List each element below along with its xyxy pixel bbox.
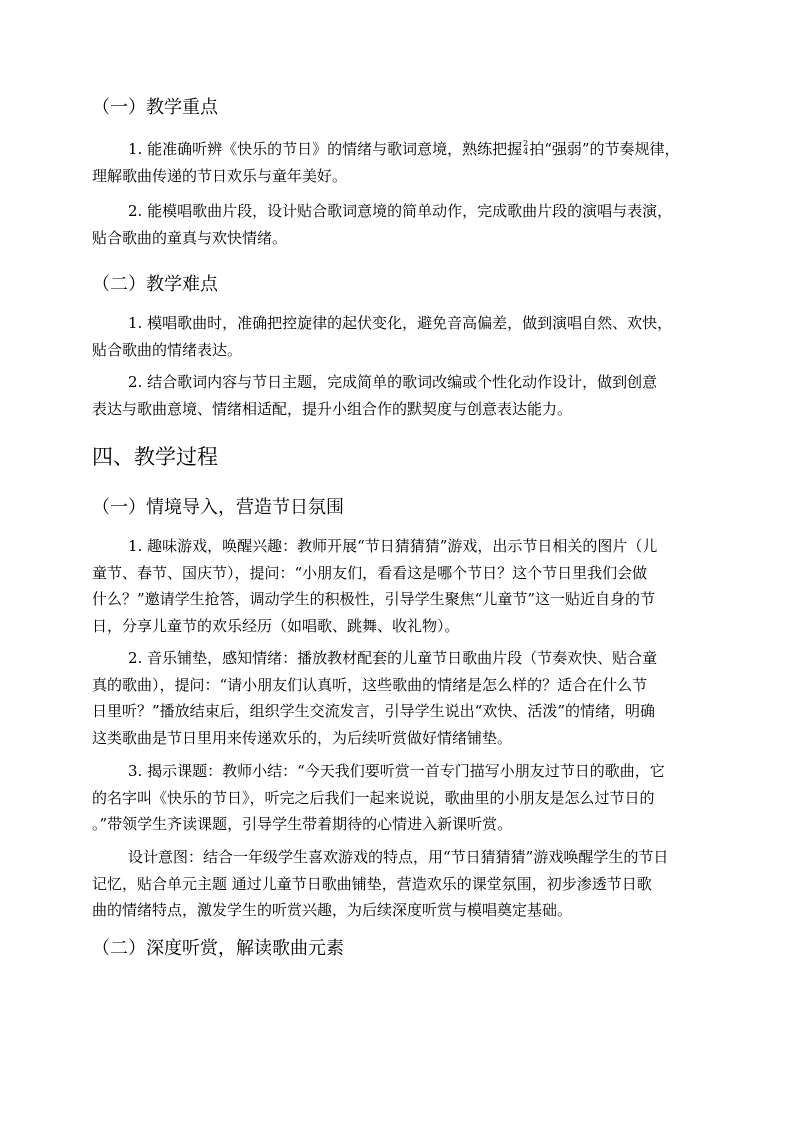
time-signature-fraction [523,140,528,156]
paragraph-difficulty-1 [92,310,704,363]
paragraph-line: 曲的情绪特点，激发学生的听赏兴趣，为后续深度听赏与模唱奠定基础。 [92,901,573,919]
paragraph-intro-2 [92,645,704,751]
paragraph-intro-1 [92,533,704,639]
text-segment: 拍“强弱”的节奏规律， [529,140,680,158]
paragraph-line: 1. 趣味游戏，唤醒兴趣：教师开展“节日猜猜猜”游戏，出示节日相关的图片（儿 [128,537,658,555]
chapter-heading-teaching-process: 四、教学过程 [92,445,218,469]
paragraph-focus-1 [92,136,704,189]
paragraph-line [92,136,704,163]
section-heading-deep-listening: （二）深度听赏，解读歌曲元素 [92,938,344,959]
paragraph-line: 。”带领学生齐读课题，引导学生带着期待的心情进入新课听赏。 [92,815,513,833]
paragraph-line: 理解歌曲传递的节日欢乐与童年美好。 [92,166,348,185]
paragraph-line: 2. 结合歌词内容与节日主题，完成简单的歌词改编或个性化动作设计，做到创意 [128,373,658,391]
paragraph-line: 的名字叫《快乐的节日》，听完之后我们一起来说说，歌曲里的小朋友是怎么过节日的 [92,788,655,807]
section-heading-teaching-focus: （一）教学重点 [92,97,218,118]
paragraph-line: 真的歌曲），提问：“请小朋友们认真听，这些歌曲的情绪是怎么样的？适合在什么节 [92,675,648,694]
paragraph-line: 记忆，贴合单元主题 通过儿童节日歌曲铺垫，营造欢乐的课堂氛围，初步渗透节日歌 [92,874,652,893]
paragraph-line: 贴合歌曲的情绪表达。 [92,340,243,359]
paragraph-line: 2. 音乐铺垫，感知情绪：播放教材配套的儿童节日歌曲片段（节奏欢快、贴合童 [128,649,658,667]
paragraph-line: 贴合歌曲的童真与欢快情绪。 [92,228,288,247]
paragraph-line: 设计意图：结合一年级学生喜欢游戏的特点，用“节日猜猜猜”游戏唤醒学生的节日 [128,848,669,866]
paragraph-line: 日里听？”播放结束后，组织学生交流发言，引导学生说出“欢快、活泼”的情绪，明确 [92,702,656,720]
text-segment: 1. 能准确听辨《快乐的节日》的情绪与歌词意境，熟练把握 [128,140,523,158]
paragraph-focus-2 [92,198,704,251]
section-heading-introduction: （一）情境导入，营造节日氛围 [92,497,344,518]
paragraph-line: 表达与歌曲意境、情绪相适配，提升小组合作的默契度与创意表达能力。 [92,399,573,418]
fraction-numerator: 2 [523,139,529,148]
paragraph-line: 日，分享儿童节的欢乐经历（如唱歌、跳舞、收礼物）。 [92,616,460,635]
paragraph-line: 童节、春节、国庆节），提问：“小朋友们，看看这是哪个节日？这个节日里我们会做 [92,563,648,582]
paragraph-line: 3. 揭示课题：教师小结：“今天我们要听赏一首专门描写小朋友过节日的歌曲，它 [128,762,665,780]
paragraph-line: 1. 模唱歌曲时，准确把控旋律的起伏变化，避免音高偏差，做到演唱自然、欢快， [128,314,673,332]
fraction-denominator: 4 [523,147,529,156]
paragraph-line: 2. 能模唱歌曲片段，设计贴合歌词意境的简单动作，完成歌曲片段的演唱与表演， [128,202,673,220]
paragraph-design-intent [92,844,704,924]
paragraph-line: 什么？”邀请学生抢答，调动学生的积极性，引导学生聚焦“儿童节”这一贴近自身的节 [92,590,656,608]
paragraph-difficulty-2 [92,369,704,422]
paragraph-line: 这类歌曲是节日里用来传递欢乐的，为后续听赏做好情绪铺垫。 [92,728,513,747]
section-heading-teaching-difficulty: （二）教学难点 [92,274,218,295]
paragraph-intro-3 [92,758,704,838]
